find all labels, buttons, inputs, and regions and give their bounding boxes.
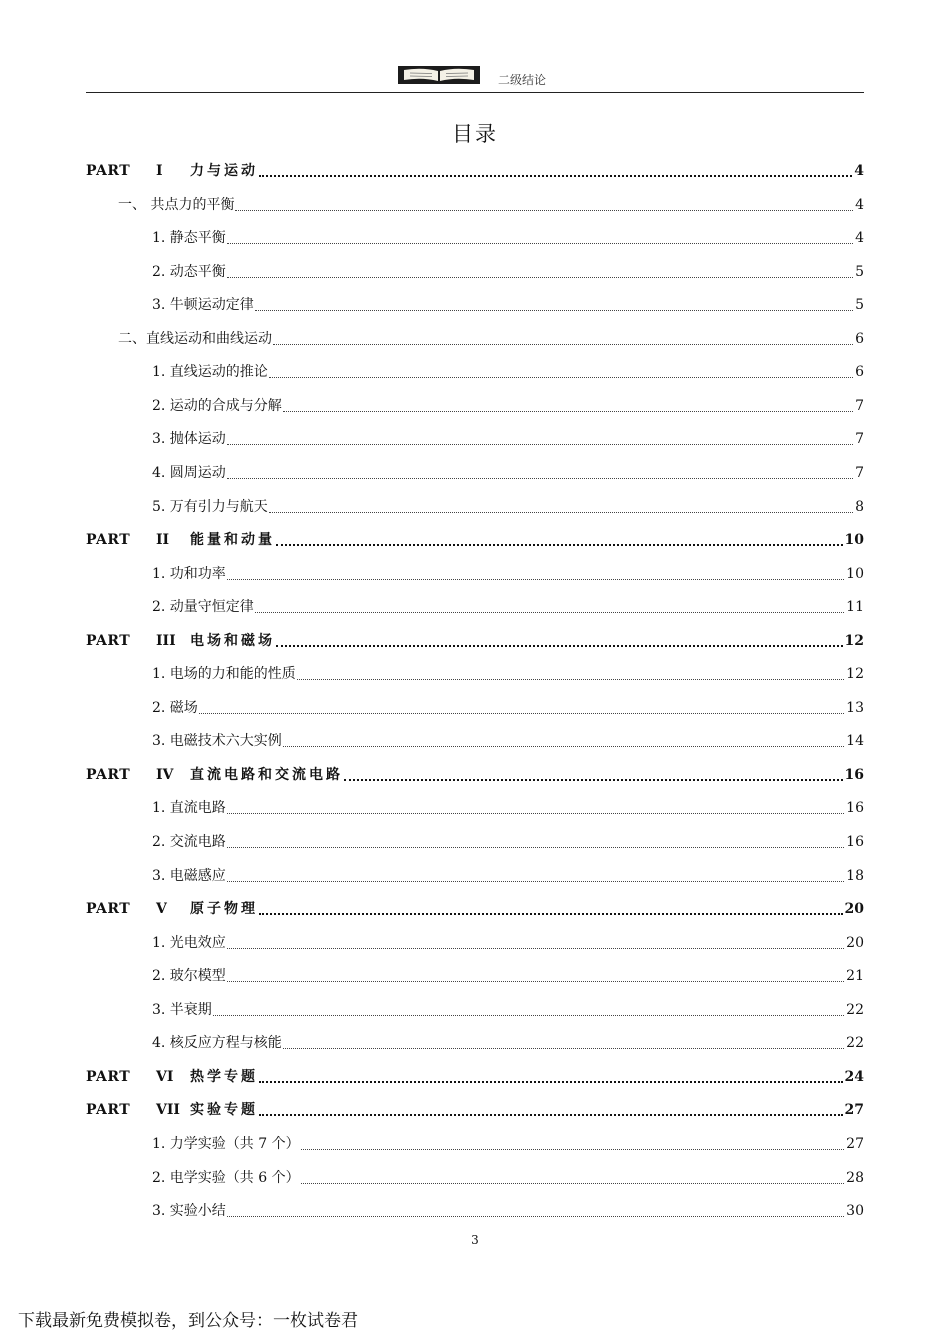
dot-leader — [255, 611, 844, 613]
dot-leader — [273, 343, 853, 345]
toc-page-number: 27 — [846, 1136, 864, 1152]
toc-entry-label: 1. 电场的力和能的性质 — [152, 666, 296, 682]
toc-part-entry[interactable] — [86, 529, 864, 549]
toc-entry-label: 3. 牛顿运动定律 — [152, 297, 254, 313]
toc-page-number: 4 — [854, 163, 864, 179]
part-title: 热学专题 — [190, 1069, 258, 1085]
part-keyword: PART — [86, 633, 131, 649]
toc-item-entry[interactable] — [152, 361, 864, 381]
toc-item-entry[interactable] — [152, 1167, 864, 1187]
toc-entry-label: 4. 圆周运动 — [152, 465, 226, 481]
toc-section-entry[interactable] — [118, 328, 864, 348]
toc-item-entry[interactable] — [152, 865, 864, 885]
toc-page-number: 28 — [846, 1170, 864, 1186]
dot-leader — [259, 174, 852, 177]
toc-page-number: 5 — [855, 297, 864, 313]
toc-entry-label: 5. 万有引力与航天 — [152, 499, 268, 515]
toc-page-number: 13 — [846, 700, 864, 716]
dot-leader — [227, 276, 853, 278]
toc-page-number: 4 — [855, 197, 864, 213]
toc-item-entry[interactable] — [152, 261, 864, 281]
toc-page-number: 7 — [855, 431, 864, 447]
part-title: 原子物理 — [190, 901, 258, 917]
toc-entry-label: 3. 抛体运动 — [152, 431, 226, 447]
dot-leader — [283, 410, 853, 412]
part-title: 直流电路和交流电路 — [190, 767, 343, 783]
toc-entry-label: 1. 直流电路 — [152, 800, 226, 816]
dot-leader — [269, 376, 853, 378]
dot-leader — [301, 1148, 845, 1150]
toc-entry-label: 二、直线运动和曲线运动 — [118, 331, 272, 347]
part-title: 电场和磁场 — [190, 633, 275, 649]
part-keyword: PART — [86, 901, 131, 917]
toc-section-entry[interactable] — [118, 194, 864, 214]
toc-entry-label: 3. 半衰期 — [152, 1002, 212, 1018]
dot-leader — [227, 1215, 844, 1217]
toc-entry-label: 3. 电磁技术六大实例 — [152, 733, 282, 749]
toc-page-number: 12 — [846, 666, 864, 682]
part-numeral: V — [156, 901, 167, 917]
toc-page-number: 14 — [846, 733, 864, 749]
dot-leader — [255, 309, 853, 311]
part-numeral: I — [156, 163, 163, 179]
toc-entry-label: 1. 直线运动的推论 — [152, 364, 268, 380]
toc-item-entry[interactable] — [152, 496, 864, 516]
toc-page-number: 7 — [855, 398, 864, 414]
toc-entry-label: 2. 动态平衡 — [152, 264, 226, 280]
page-number: 3 — [471, 1233, 479, 1247]
toc-page-number: 24 — [844, 1069, 864, 1085]
dot-leader — [227, 947, 844, 949]
toc-entry-label: 3. 实验小结 — [152, 1203, 226, 1219]
toc-entry-label — [86, 632, 275, 650]
dot-leader — [227, 242, 853, 244]
part-keyword: PART — [86, 1069, 131, 1085]
toc-item-entry[interactable] — [152, 428, 864, 448]
dot-leader — [213, 1014, 844, 1016]
toc-item-entry[interactable] — [152, 797, 864, 817]
dot-leader — [227, 812, 844, 814]
toc-entry-label — [86, 531, 275, 549]
toc-entry-label: 一、 共点力的平衡 — [118, 197, 235, 213]
toc-part-entry[interactable] — [86, 630, 864, 650]
toc-part-entry[interactable] — [86, 1099, 864, 1119]
toc-item-entry[interactable] — [152, 730, 864, 750]
toc-entry-label: 2. 动量守恒定律 — [152, 599, 254, 615]
toc-page-number: 10 — [844, 532, 864, 548]
toc-entry-label: 2. 运动的合成与分解 — [152, 398, 282, 414]
toc-item-entry[interactable] — [152, 697, 864, 717]
dot-leader — [276, 644, 843, 647]
toc-entry-label: 1. 光电效应 — [152, 935, 226, 951]
dot-leader — [344, 778, 843, 781]
toc-entry-label — [86, 766, 343, 784]
dot-leader — [259, 1080, 843, 1083]
part-title: 能量和动量 — [190, 532, 275, 548]
toc-page-number: 16 — [846, 834, 864, 850]
toc-item-entry[interactable] — [152, 294, 864, 314]
dot-leader — [269, 511, 853, 513]
toc-page-number: 30 — [846, 1203, 864, 1219]
part-numeral: IV — [156, 767, 174, 783]
toc-item-entry[interactable] — [152, 965, 864, 985]
toc-item-entry[interactable] — [152, 1032, 864, 1052]
dot-leader — [227, 846, 844, 848]
toc-entry-label — [86, 900, 258, 918]
part-title: 实验专题 — [190, 1102, 258, 1118]
toc-item-entry[interactable] — [152, 227, 864, 247]
toc-page-number: 12 — [844, 633, 864, 649]
toc-entry-label — [86, 1101, 258, 1119]
toc-page-number: 16 — [846, 800, 864, 816]
toc-page-number: 5 — [855, 264, 864, 280]
part-numeral: III — [156, 633, 176, 649]
toc-entry-label: 2. 电学实验（共 6 个） — [152, 1170, 300, 1186]
toc-item-entry[interactable] — [152, 596, 864, 616]
footer-promo-text: 下载最新免费模拟卷，到公众号：一枚试卷君 — [18, 1311, 358, 1331]
dot-leader — [301, 1182, 845, 1184]
toc-page-number: 20 — [846, 935, 864, 951]
toc-page-number: 22 — [846, 1002, 864, 1018]
toc-item-entry[interactable] — [152, 462, 864, 482]
part-keyword: PART — [86, 1102, 131, 1118]
toc-page-number: 21 — [846, 968, 864, 984]
dot-leader — [227, 578, 844, 580]
toc-page-number: 6 — [855, 331, 864, 347]
toc-entry-label: 1. 力学实验（共 7 个） — [152, 1136, 300, 1152]
toc-part-entry[interactable] — [86, 898, 864, 918]
header-text: 二级结论 — [498, 73, 547, 87]
toc-item-entry[interactable] — [152, 932, 864, 952]
toc-entry-label: 2. 交流电路 — [152, 834, 226, 850]
part-title: 力与运动 — [190, 163, 258, 179]
toc-entry-label: 1. 功和功率 — [152, 566, 226, 582]
part-numeral: VII — [156, 1102, 180, 1118]
toc-page-number: 16 — [844, 767, 864, 783]
toc-page-number: 27 — [844, 1102, 864, 1118]
toc-part-entry[interactable] — [86, 160, 864, 180]
toc-item-entry[interactable] — [152, 395, 864, 415]
dot-leader — [227, 880, 844, 882]
toc-page-number: 22 — [846, 1035, 864, 1051]
toc-entry-label: 2. 磁场 — [152, 700, 198, 716]
dot-leader — [227, 477, 853, 479]
dot-leader — [199, 712, 844, 714]
dot-leader — [259, 912, 843, 915]
toc-page-number: 20 — [844, 901, 864, 917]
toc-page-number: 4 — [855, 230, 864, 246]
toc-page-number: 18 — [846, 868, 864, 884]
toc-page-number: 8 — [855, 499, 864, 515]
dot-leader — [283, 1047, 844, 1049]
toc-entry-label: 4. 核反应方程与核能 — [152, 1035, 282, 1051]
toc-page-number: 10 — [846, 566, 864, 582]
toc-entry-label — [86, 162, 258, 180]
part-numeral: II — [156, 532, 170, 548]
dot-leader — [227, 980, 844, 982]
toc-entry-label: 3. 电磁感应 — [152, 868, 226, 884]
dot-leader — [227, 443, 853, 445]
toc-page-number: 6 — [855, 364, 864, 380]
toc-item-entry[interactable] — [152, 663, 864, 683]
toc-page-number: 11 — [846, 599, 864, 615]
dot-leader — [276, 543, 843, 546]
part-keyword: PART — [86, 163, 131, 179]
toc-title: 目录 — [452, 122, 498, 146]
part-keyword: PART — [86, 532, 131, 548]
toc-entry-label — [86, 1068, 258, 1086]
dot-leader — [235, 209, 853, 211]
toc-item-entry[interactable] — [152, 1200, 864, 1220]
toc-item-entry[interactable] — [152, 563, 864, 583]
toc-part-entry[interactable] — [86, 764, 864, 784]
part-numeral: VI — [156, 1069, 174, 1085]
toc-item-entry[interactable] — [152, 831, 864, 851]
part-keyword: PART — [86, 767, 131, 783]
toc-item-entry[interactable] — [152, 1133, 864, 1153]
toc-item-entry[interactable] — [152, 999, 864, 1019]
dot-leader — [297, 678, 844, 680]
toc-page-number: 7 — [855, 465, 864, 481]
dot-leader — [259, 1113, 843, 1116]
dot-leader — [283, 745, 844, 747]
toc-entry-label: 1. 静态平衡 — [152, 230, 226, 246]
toc-entry-label: 2. 玻尔模型 — [152, 968, 226, 984]
toc-part-entry[interactable] — [86, 1066, 864, 1086]
